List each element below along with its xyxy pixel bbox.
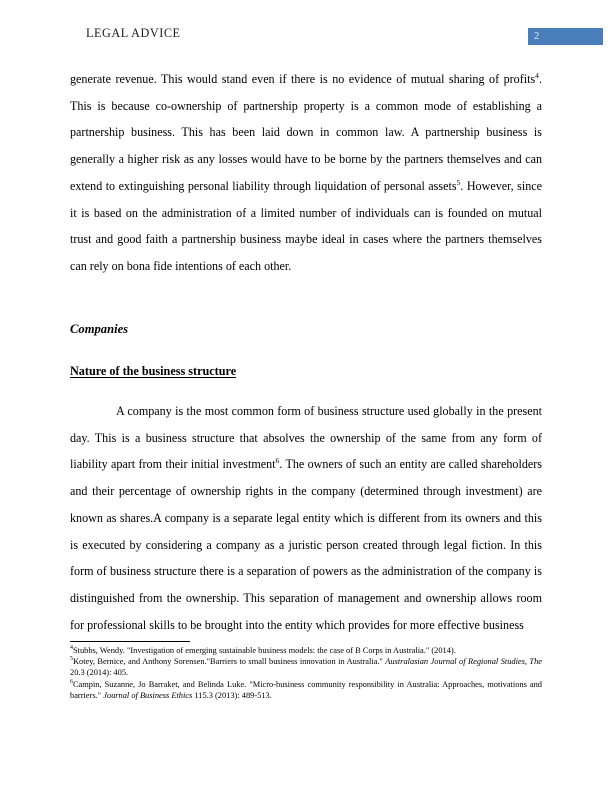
footnote-text: Stubbs, Wendy. "Investigation of emerging sustainable business models: the case of B Corps in Australia." (2014).	[72, 646, 456, 655]
footnote-journal-title: Australasian Journal of Regional Studies, The	[385, 657, 542, 667]
spacer-before-paragraph-2	[70, 385, 542, 398]
footnote-journal-title: Journal of Business Ethics	[103, 690, 193, 700]
footnote-marker: 5	[70, 656, 73, 663]
footnote-reference-6[interactable]: 6	[275, 456, 280, 466]
page-number-text: 2	[534, 31, 540, 42]
footnote-text: Campin, Suzanne, Jo Barraket, and Belinda Luke. "Micro-business community responsibility in Australia: Approaches, motivations and barriers."	[70, 679, 542, 700]
header-title: LEGAL ADVICE	[86, 26, 181, 40]
document-body	[70, 66, 542, 638]
footnote-reference-5[interactable]: 5	[456, 177, 461, 187]
footnote-reference-4[interactable]: 4	[535, 70, 539, 80]
page-number-badge	[528, 28, 603, 45]
footnote-item	[70, 656, 542, 678]
paragraph-1-part-1: generate revenue. This would stand even if there is no evidence of mutual sharing of profits	[70, 72, 536, 86]
footnote-text-tail: 20.3 (2014): 405.	[70, 668, 129, 678]
heading-companies: Companies	[70, 321, 129, 336]
paragraph-1-part-2: . This is because co-ownership of partnership property is a common mode of establishing a partnership business. This has been laid down in common law. A partnership business is generally a higher risk as any losses would have to be borne by the partners themselves and can extend to extinguishing personal liability through liquidation of personal assets	[70, 72, 542, 193]
footnote-text: Kotey, Bernice, and Anthony Sorensen."Barriers to small business innovation in Australia."	[72, 657, 386, 667]
footnote-item	[70, 645, 542, 656]
footnote-separator-rule	[70, 641, 190, 642]
spacer-before-nature-heading	[70, 342, 542, 358]
page-header	[70, 26, 603, 48]
footnote-item	[70, 679, 542, 701]
paragraph-1-part-3: . However, since it is based on the administration of a limited number of individuals can is founded on mutual trust and good faith a partnership business maybe ideal in cases where the partners themselves can rely on bona fide intentions of each other.	[70, 178, 542, 273]
paragraph-partnership	[70, 66, 542, 280]
footnotes-section	[70, 641, 542, 701]
footnote-text-tail: 115.3 (2013): 489-513.	[192, 690, 272, 700]
heading-nature-of-business-structure: Nature of the business structure	[70, 364, 237, 379]
footnote-marker: 4	[70, 645, 73, 652]
paragraph-2-part-2: . The owners of such an entity are called shareholders and their percentage of ownership rights in the company (determined through investment) are known as shares.A company is a separate legal entity which is different from its owners and this is executed by considering a company as a juristic person created through legal fiction. In this form of business structure there is a separation of powers as the administration of the company is distinguished from the ownership. This separation of management and ownership allows room for professional skills to be brought into the entity which provides for more effective business	[70, 457, 542, 632]
paragraph-company	[70, 398, 542, 638]
paragraph-2-part-1: A company is the most common form of business structure used globally in the present day. This is a business structure that absolves the ownership of the same from any form of liability apart from their initial investment	[70, 404, 542, 472]
spacer-before-companies-heading	[70, 280, 542, 316]
footnote-marker: 6	[70, 678, 73, 685]
